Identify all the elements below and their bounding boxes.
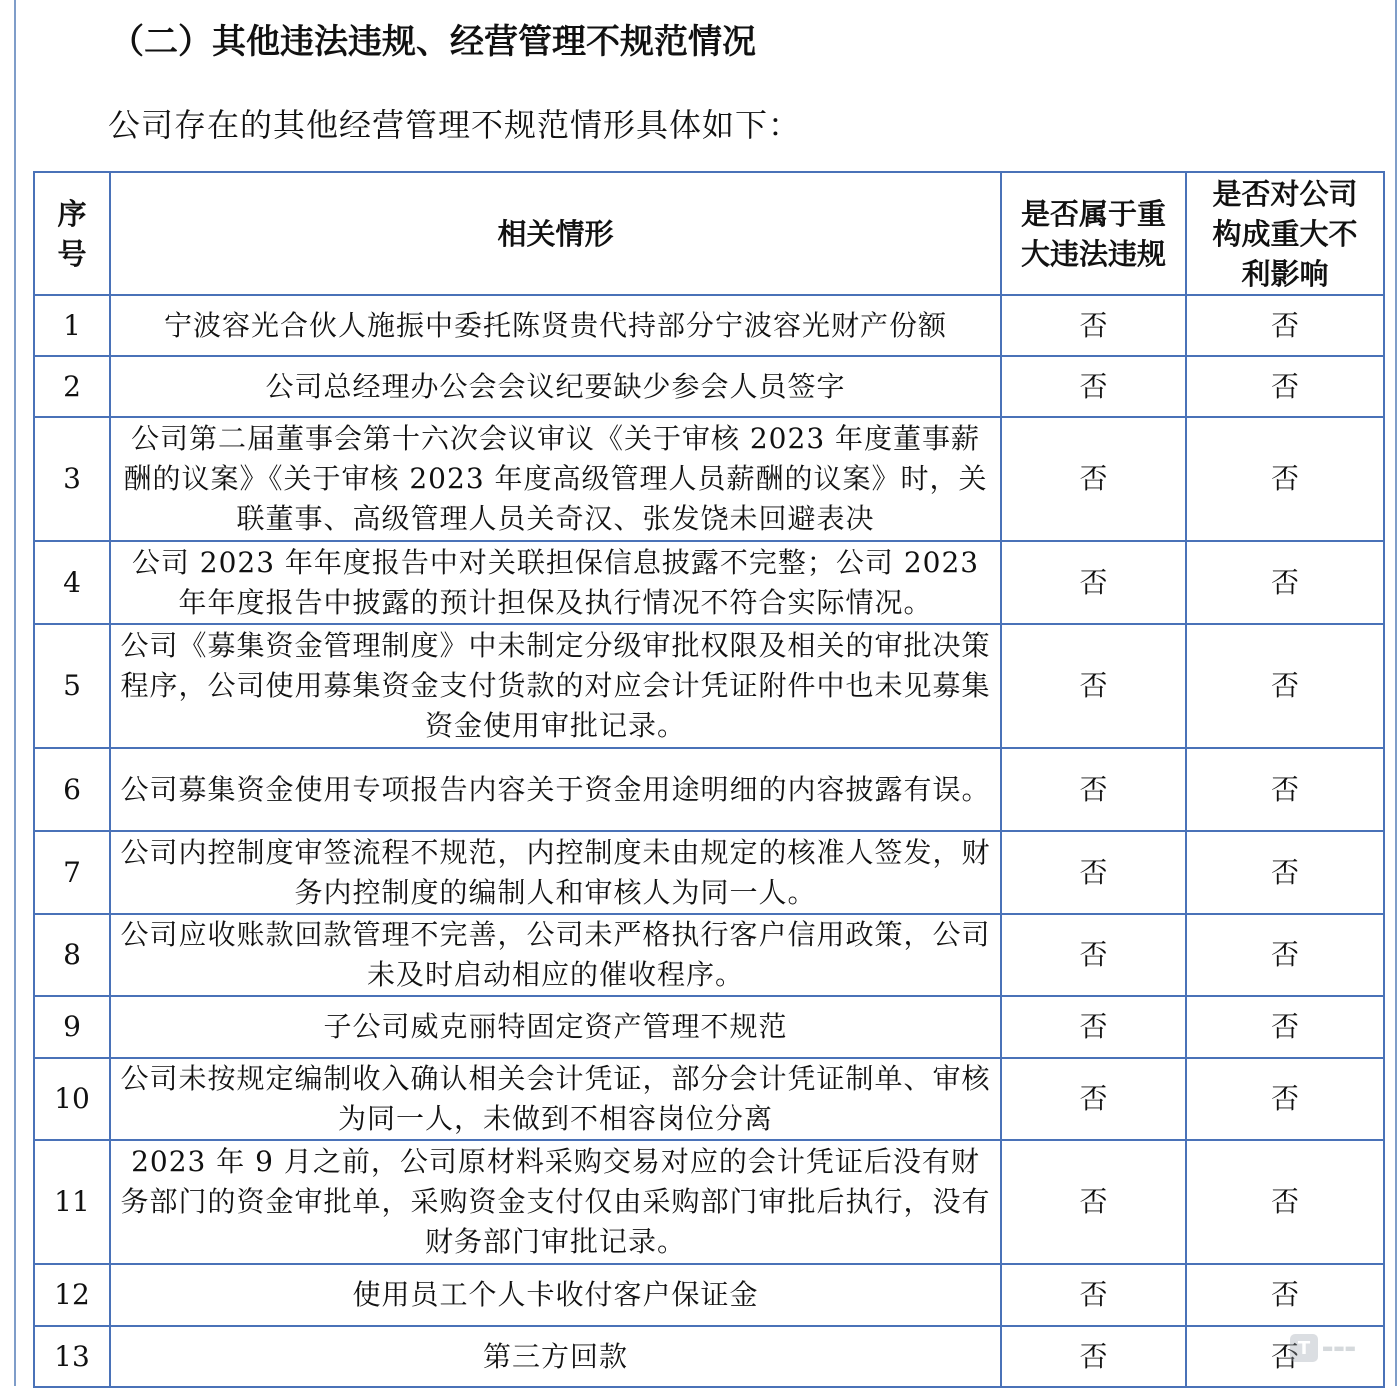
row-number: 11 [34,1140,110,1264]
row-adverse-impact: 否 [1186,1058,1384,1140]
header-major-violation: 是否属于重大违法违规 [1001,172,1186,295]
row-major-violation: 否 [1001,1326,1186,1387]
row-number: 4 [34,541,110,624]
row-major-violation: 否 [1001,914,1186,996]
row-number: 6 [34,748,110,831]
row-major-violation: 否 [1001,1264,1186,1326]
row-adverse-impact: 否 [1186,914,1384,996]
table-row [34,1264,1384,1326]
row-situation: 公司未按规定编制收入确认相关会计凭证，部分会计凭证制单、审核为同一人，未做到不相容岗位分离 [110,1058,1001,1140]
row-number: 7 [34,831,110,914]
table-row [34,541,1384,624]
row-adverse-impact: 否 [1186,417,1384,541]
watermark-logo-icon: T [1290,1334,1318,1362]
row-adverse-impact: 否 [1186,1140,1384,1264]
row-number: 13 [34,1326,110,1387]
row-situation: 公司募集资金使用专项报告内容关于资金用途明细的内容披露有误。 [110,748,1001,831]
watermark-text: ▬▬▬ [1322,1341,1357,1355]
table-row [34,1058,1384,1140]
row-number: 5 [34,624,110,748]
table-row [34,1140,1384,1264]
row-adverse-impact: 否 [1186,295,1384,356]
row-adverse-impact: 否 [1186,356,1384,417]
row-number: 3 [34,417,110,541]
row-major-violation: 否 [1001,1140,1186,1264]
table-row [34,356,1384,417]
table-row [34,748,1384,831]
row-situation: 使用员工个人卡收付客户保证金 [110,1264,1001,1326]
table-row [34,831,1384,914]
violations-table [33,171,1385,1388]
row-situation: 公司第二届董事会第十六次会议审议《关于审核 2023 年度董事薪酬的议案》《关于审核 2023 年度高级管理人员薪酬的议案》时，关联董事、高级管理人员关奇汉、张发饶未回避表决 [110,417,1001,541]
row-number: 2 [34,356,110,417]
header-adverse-impact: 是否对公司构成重大不利影响 [1186,172,1384,295]
row-major-violation: 否 [1001,831,1186,914]
row-number: 1 [34,295,110,356]
table-row [34,417,1384,541]
row-number: 9 [34,996,110,1058]
table-row [34,295,1384,356]
row-major-violation: 否 [1001,1058,1186,1140]
row-adverse-impact: 否 [1186,831,1384,914]
row-major-violation: 否 [1001,996,1186,1058]
row-situation: 公司内控制度审签流程不规范，内控制度未由规定的核准人签发，财务内控制度的编制人和审核人为同一人。 [110,831,1001,914]
section-heading: （二）其他违法违规、经营管理不规范情况 [110,22,756,62]
header-seq: 序号 [34,172,110,295]
header-situation: 相关情形 [110,172,1001,295]
row-adverse-impact: 否 [1186,1264,1384,1326]
row-adverse-impact: 否 [1186,748,1384,831]
row-adverse-impact: 否 [1186,541,1384,624]
row-situation: 公司《募集资金管理制度》中未制定分级审批权限及相关的审批决策程序，公司使用募集资金支付货款的对应会计凭证附件中也未见募集资金使用审批记录。 [110,624,1001,748]
row-adverse-impact: 否 [1186,624,1384,748]
row-situation: 公司应收账款回款管理不完善，公司未严格执行客户信用政策，公司未及时启动相应的催收程序。 [110,914,1001,996]
row-number: 12 [34,1264,110,1326]
table-row [34,624,1384,748]
table-row [34,914,1384,996]
table-header-row [34,172,1384,295]
row-major-violation: 否 [1001,356,1186,417]
table-body [34,295,1384,1387]
row-adverse-impact: 否 [1186,1326,1384,1387]
row-situation: 宁波容光合伙人施振中委托陈贤贵代持部分宁波容光财产份额 [110,295,1001,356]
row-major-violation: 否 [1001,417,1186,541]
row-adverse-impact: 否 [1186,996,1384,1058]
row-situation: 第三方回款 [110,1326,1001,1387]
row-situation: 公司 2023 年年度报告中对关联担保信息披露不完整；公司 2023 年年度报告中披露的预计担保及执行情况不符合实际情况。 [110,541,1001,624]
intro-paragraph: 公司存在的其他经营管理不规范情形具体如下： [108,106,802,144]
row-major-violation: 否 [1001,748,1186,831]
table-row [34,996,1384,1058]
row-number: 8 [34,914,110,996]
row-situation: 子公司威克丽特固定资产管理不规范 [110,996,1001,1058]
row-situation: 公司总经理办公会会议纪要缺少参会人员签字 [110,356,1001,417]
row-major-violation: 否 [1001,624,1186,748]
row-situation: 2023 年 9 月之前，公司原材料采购交易对应的会计凭证后没有财务部门的资金审批单，采购资金支付仅由采购部门审批后执行，没有财务部门审批记录。 [110,1140,1001,1264]
row-number: 10 [34,1058,110,1140]
row-major-violation: 否 [1001,541,1186,624]
watermark [1290,1333,1380,1363]
row-major-violation: 否 [1001,295,1186,356]
table-row [34,1326,1384,1387]
